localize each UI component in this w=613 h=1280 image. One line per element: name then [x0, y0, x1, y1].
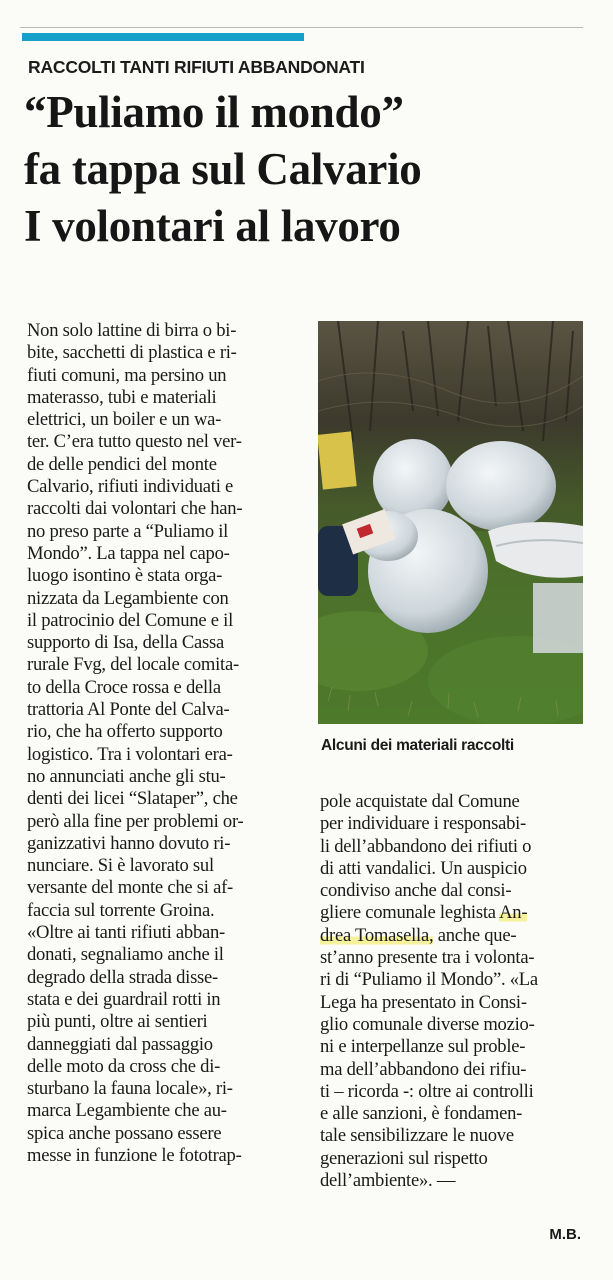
article-body-right-column — [320, 791, 583, 1192]
body-line: to della Croce rossa e della — [27, 676, 221, 698]
highlighted-name: An- — [499, 902, 528, 924]
headline-line-1: “Puliamo il mondo” — [24, 87, 404, 137]
body-line — [320, 902, 583, 924]
body-line: luogo isontino è stata orga- — [27, 565, 223, 587]
body-line: più punti, oltre ai sentieri — [27, 1011, 208, 1033]
body-line: però alla fine per problemi or- — [27, 810, 244, 832]
article-kicker: RACCOLTI TANTI RIFIUTI ABBANDONATI — [28, 57, 365, 77]
photo-illustration — [318, 321, 583, 724]
headline-line-2: fa tappa sul Calvario — [24, 144, 422, 194]
body-line: li dell’abbandono dei rifiuti o — [320, 835, 532, 857]
body-line: generazioni sul rispetto — [320, 1147, 488, 1169]
body-line: no annunciati anche gli stu- — [27, 765, 226, 787]
headline-line-3: I volontari al lavoro — [24, 201, 401, 251]
body-line: «Oltre ai tanti rifiuti abban- — [27, 922, 225, 944]
body-line: rio, che ha offerto supporto — [27, 721, 223, 743]
body-line: glio comunale diverse mozio- — [320, 1013, 535, 1035]
body-line: e alle sanzioni, è fondamen- — [320, 1103, 523, 1125]
body-line — [320, 925, 583, 947]
body-line: nizzata da Legambiente con — [27, 587, 229, 609]
body-line: materasso, tubi e materiali — [27, 386, 217, 408]
body-line: ter. C’era tutto questo nel ver- — [27, 431, 242, 453]
body-line: stata e dei guardrail rotti in — [27, 988, 221, 1010]
body-line: fiuti comuni, ma persino un — [27, 364, 227, 386]
body-line: de delle pendici del monte — [27, 453, 217, 475]
article-body-left-column — [27, 320, 289, 1167]
body-line: no preso parte a “Puliamo il — [27, 520, 229, 542]
body-line: delle moto da cross che di- — [27, 1055, 221, 1077]
body-line: st’anno presente tra i volonta- — [320, 947, 535, 969]
section-accent-bar — [22, 33, 304, 41]
body-line: ti – ricorda -: oltre ai controlli — [320, 1080, 534, 1102]
author-signature: M.B. — [549, 1226, 581, 1243]
body-line: Lega ha presentato in Consi- — [320, 991, 527, 1013]
body-line: ri di “Puliamo il Mondo”. «La — [320, 969, 538, 991]
body-line: Calvario, rifiuti individuati e — [27, 476, 234, 498]
body-line: per individuare i responsabi- — [320, 813, 526, 835]
body-line: degrado della strada disse- — [27, 966, 218, 988]
body-line: sturbano la fauna locale», ri- — [27, 1078, 233, 1100]
photo-caption: Alcuni dei materiali raccolti — [321, 737, 514, 754]
body-line: marca Legambiente che au- — [27, 1100, 227, 1122]
body-line: spica anche possano essere — [27, 1122, 222, 1144]
body-line: pole acquistate dal Comune — [320, 791, 520, 812]
body-line: messe in funzione le fototrap- — [27, 1144, 242, 1166]
highlighted-name: drea Tomasella, — [320, 924, 434, 946]
body-line: dell’ambiente». — — [320, 1170, 456, 1192]
body-text: anche que- — [433, 924, 517, 946]
body-line: donati, segnaliamo anche il — [27, 944, 224, 966]
body-line: faccia sul torrente Groina. — [27, 899, 215, 921]
body-line: ganizzativi hanno dovuto ri- — [27, 832, 231, 854]
body-line: il patrocinio del Comune e il — [27, 609, 234, 631]
body-line: danneggiati dal passaggio — [27, 1033, 213, 1055]
body-line: denti dei licei “Slataper”, che — [27, 788, 238, 810]
body-line: versante del monte che si af- — [27, 877, 233, 899]
body-line: raccolti dai volontari che han- — [27, 498, 243, 520]
body-line: condiviso anche dal consi- — [320, 880, 512, 902]
top-rule — [20, 27, 583, 28]
body-line: di atti vandalici. Un auspicio — [320, 857, 527, 879]
body-line: nunciare. Si è lavorato sul — [27, 855, 214, 877]
body-line: ni e interpellanze sul proble- — [320, 1036, 526, 1058]
body-line: trattoria Al Ponte del Calva- — [27, 699, 230, 721]
body-line: elettrici, un boiler e un wa- — [27, 409, 222, 431]
body-line: bite, sacchetti di plastica e ri- — [27, 342, 237, 364]
body-line: ma dell’abbandono dei rifiu- — [320, 1058, 527, 1080]
article-photo — [318, 321, 583, 724]
body-text: gliere comunale leghista — [320, 902, 500, 924]
body-line: logistico. Tra i volontari era- — [27, 743, 233, 765]
body-line: Non solo lattine di birra o bi- — [27, 320, 237, 341]
article-headline — [24, 84, 422, 255]
body-line: rurale Fvg, del locale comita- — [27, 654, 239, 676]
body-line: tale sensibilizzare le nuove — [320, 1125, 514, 1147]
body-line: Mondo”. La tappa nel capo- — [27, 542, 230, 564]
body-line: supporto di Isa, della Cassa — [27, 632, 224, 654]
